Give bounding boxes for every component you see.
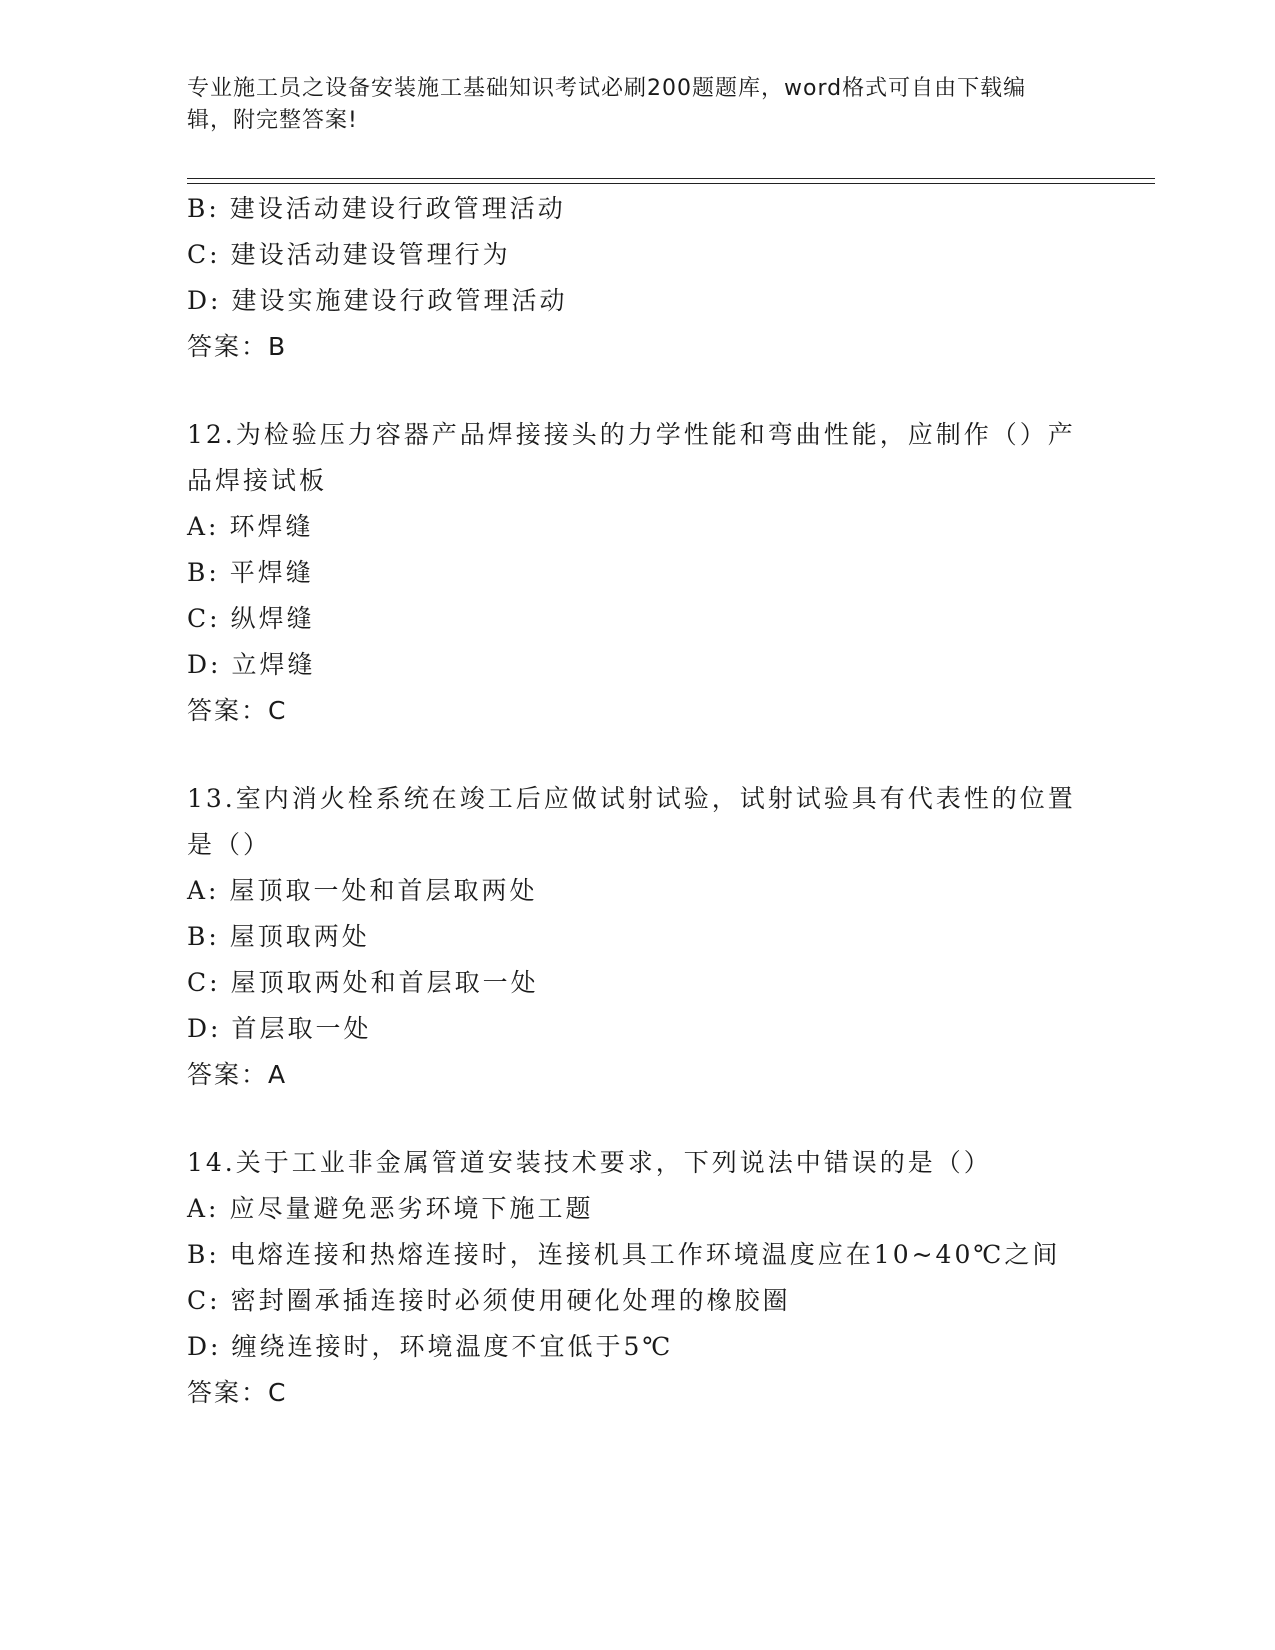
question-14 (187, 1140, 1087, 1416)
option-text: 建设活动建设行政管理活动 (229, 194, 566, 223)
option-label: C: (187, 968, 221, 997)
option-label: D: (187, 650, 222, 679)
option-text: 应尽量避免恶劣环境下施工题 (229, 1194, 594, 1223)
option-label: A: (187, 512, 220, 541)
question-text: 12.为检验压力容器产品焊接接头的力学性能和弯曲性能，应制作（）产品焊接试板 (187, 420, 1076, 495)
option-text: 屋顶取两处 (229, 922, 370, 951)
option-label: A: (187, 876, 220, 905)
document-body (187, 186, 1087, 1416)
option-d (187, 642, 1087, 688)
question-text: 14.关于工业非金属管道安装技术要求，下列说法中错误的是（） (187, 1148, 992, 1177)
option-b (187, 186, 1087, 232)
option-text: 环焊缝 (229, 512, 314, 541)
option-text: 建设实施建设行政管理活动 (231, 286, 568, 315)
option-c (187, 596, 1087, 642)
question-11-continuation (187, 186, 1087, 370)
option-label: D: (187, 1332, 222, 1361)
option-text: 屋顶取一处和首层取两处 (229, 876, 538, 905)
option-label: C: (187, 240, 221, 269)
option-a (187, 504, 1087, 550)
question-12 (187, 412, 1087, 734)
option-b (187, 1232, 1087, 1278)
option-a (187, 868, 1087, 914)
option-c (187, 232, 1087, 278)
option-label: D: (187, 1014, 222, 1043)
option-label: B: (187, 922, 220, 951)
option-label: D: (187, 286, 222, 315)
option-text: 平焊缝 (229, 558, 314, 587)
option-label: C: (187, 1286, 221, 1315)
document-header (187, 73, 1067, 137)
answer-line: 答案：C (187, 696, 288, 725)
question-text: 13.室内消火栓系统在竣工后应做试射试验，试射试验具有代表性的位置是（） (187, 784, 1076, 859)
option-label: B: (187, 558, 220, 587)
header-divider (187, 178, 1155, 184)
option-b (187, 550, 1087, 596)
answer-line: 答案：C (187, 1378, 288, 1407)
option-text: 电熔连接和热熔连接时，连接机具工作环境温度应在10~40℃之间 (229, 1240, 1061, 1269)
option-label: B: (187, 1240, 220, 1269)
option-c (187, 960, 1087, 1006)
option-text: 屋顶取两处和首层取一处 (230, 968, 539, 997)
option-d (187, 278, 1087, 324)
answer-line: 答案：B (187, 332, 288, 361)
option-text: 密封圈承插连接时必须使用硬化处理的橡胶圈 (230, 1286, 791, 1315)
answer-line: 答案：A (187, 1060, 288, 1089)
question-13 (187, 776, 1087, 1098)
header-text: 专业施工员之设备安装施工基础知识考试必刷200题题库，word格式可自由下载编辑，附完整答案! (187, 76, 1027, 133)
option-d (187, 1324, 1087, 1370)
option-text: 立焊缝 (231, 650, 316, 679)
option-c (187, 1278, 1087, 1324)
option-b (187, 914, 1087, 960)
option-d (187, 1006, 1087, 1052)
option-a (187, 1186, 1087, 1232)
option-label: A: (187, 1194, 220, 1223)
option-label: C: (187, 604, 221, 633)
option-label: B: (187, 194, 220, 223)
option-text: 纵焊缝 (230, 604, 315, 633)
option-text: 首层取一处 (231, 1014, 372, 1043)
option-text: 建设活动建设管理行为 (230, 240, 511, 269)
option-text: 缠绕连接时，环境温度不宜低于5℃ (231, 1332, 674, 1361)
